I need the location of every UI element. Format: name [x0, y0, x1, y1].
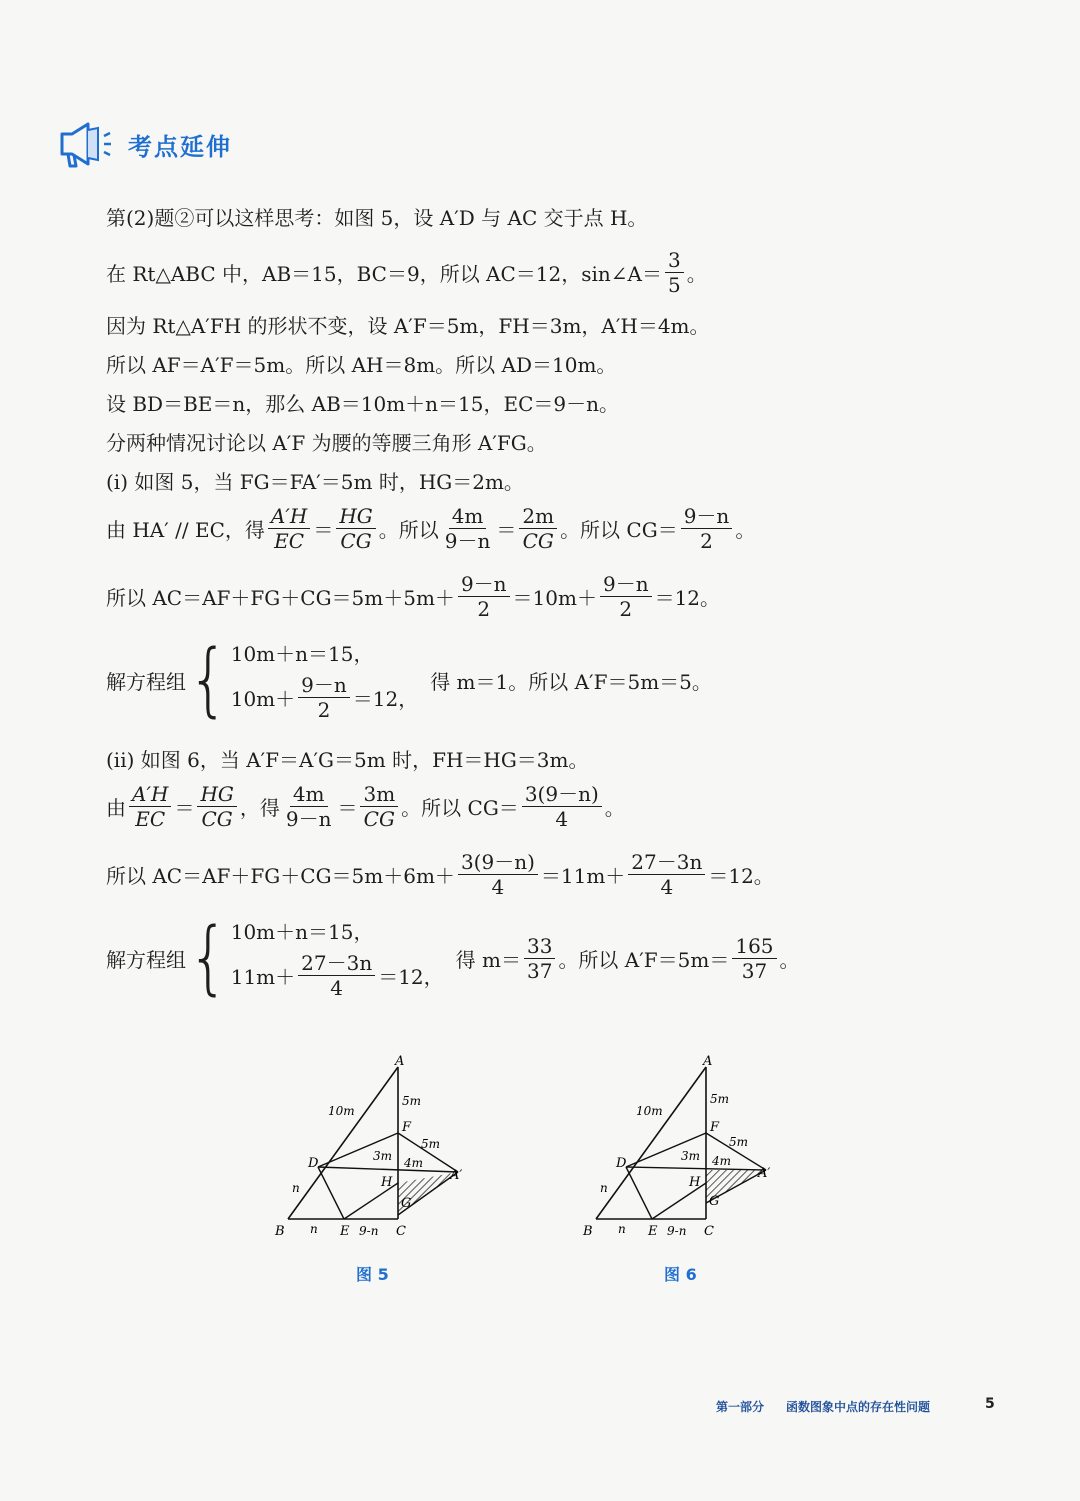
fraction	[524, 934, 555, 983]
text-segment: ＝	[174, 796, 195, 820]
label-ad: 10m	[328, 1104, 355, 1118]
label-hap: 4m	[404, 1156, 424, 1170]
label-D: D	[308, 1156, 319, 1171]
fraction	[283, 782, 335, 831]
text-line: 分两种情况讨论以 A′F 为腰的等腰三角形 A′FG。	[106, 431, 547, 455]
numerator: 27－3n	[298, 951, 375, 976]
label-A: A	[703, 1054, 713, 1069]
footer-chapter: 函数图象中点的存在性问题	[786, 1400, 931, 1414]
text-segment: 在 Rt△ABC 中，AB＝15，BC＝9，所以 AC＝12，sin∠A＝	[106, 262, 662, 286]
label-E: E	[340, 1224, 350, 1239]
text-segment: 11m＋	[230, 965, 296, 989]
label-G: G	[401, 1196, 412, 1211]
text-segment: ＝	[337, 796, 358, 820]
text-segment: ＝12，	[378, 965, 444, 989]
denominator: 9－n	[285, 807, 332, 831]
text-segment: 所以 AC＝AF＋FG＋CG＝5m＋5m＋	[106, 586, 455, 610]
label-fap: 5m	[729, 1135, 749, 1149]
label-B: B	[583, 1224, 593, 1239]
numerator: HG	[197, 782, 236, 807]
label-H: H	[689, 1175, 701, 1190]
fraction	[519, 504, 557, 553]
equation: 10m＋n＝15，	[230, 642, 374, 666]
equation	[231, 673, 418, 722]
text-line	[106, 504, 755, 553]
text-segment: 解方程组	[106, 669, 186, 694]
numerator: 3	[665, 248, 684, 273]
label-G: G	[709, 1194, 720, 1209]
fraction	[298, 673, 350, 722]
denominator: 4	[660, 875, 674, 899]
figure-6	[568, 1045, 798, 1245]
fraction	[458, 572, 510, 621]
label-bd: n	[600, 1181, 608, 1195]
text-segment: ＝10m＋	[512, 586, 597, 610]
text-segment: ＝12。	[708, 864, 774, 888]
denominator: EC	[274, 529, 305, 553]
fraction	[681, 504, 733, 553]
denominator: 4	[555, 807, 569, 831]
equations	[231, 916, 444, 1000]
text-segment: 。	[735, 518, 756, 542]
label-fap: 5m	[421, 1137, 441, 1151]
result	[456, 934, 800, 983]
text-segment: 。	[686, 262, 707, 286]
numerator: 3(9－n)	[458, 850, 538, 875]
label-D: D	[616, 1156, 627, 1171]
fraction	[522, 782, 602, 831]
fraction	[458, 850, 538, 899]
equation-system	[106, 911, 800, 1005]
section-title: 考点延伸	[128, 132, 232, 161]
footer-part: 第一部分	[716, 1400, 765, 1414]
text-line: (ii) 如图 6，当 A′F＝A′G＝5m 时，FH＝HG＝3m。	[106, 748, 589, 772]
numerator: HG	[336, 504, 375, 529]
denominator: 37	[526, 958, 553, 983]
label-fh: 3m	[373, 1149, 393, 1163]
fraction	[600, 572, 652, 621]
numerator: 4m	[290, 782, 328, 807]
label-F: F	[402, 1120, 412, 1135]
numerator: 9－n	[600, 572, 652, 597]
label-fh: 3m	[681, 1149, 701, 1163]
label-be: n	[618, 1222, 626, 1236]
text-segment: 。	[604, 796, 625, 820]
text-line: 设 BD＝BE＝n，那么 AB＝10m＋n＝15，EC＝9－n。	[106, 392, 620, 416]
page-number: 5	[985, 1396, 995, 1412]
text-segment: 得 m＝1。所以 A′F＝5m＝5。	[430, 669, 712, 694]
text-segment: 得 m＝	[455, 947, 521, 972]
fraction	[268, 504, 310, 553]
label-A-prime: A′	[450, 1168, 463, 1183]
label-E: E	[648, 1224, 658, 1239]
fraction	[442, 504, 494, 553]
equations	[231, 638, 418, 722]
fraction	[732, 934, 776, 983]
text-segment: ，得	[239, 796, 280, 820]
denominator: 2	[700, 529, 713, 553]
label-hap: 4m	[712, 1154, 732, 1168]
text-line	[106, 782, 625, 831]
numerator: A′H	[129, 782, 171, 807]
text-line	[106, 850, 774, 899]
figure-5	[260, 1045, 490, 1245]
text-segment: ＝12，	[352, 687, 419, 711]
equation	[231, 951, 444, 1000]
brace: {	[188, 911, 229, 1005]
numerator: 33	[524, 934, 555, 959]
label-B: B	[275, 1224, 285, 1239]
denominator: 2	[477, 597, 491, 621]
denominator: CG	[201, 807, 233, 831]
denominator: 5	[668, 273, 681, 297]
label-ec: 9-n	[667, 1224, 687, 1238]
text-segment: 解方程组	[106, 947, 186, 972]
label-A: A	[395, 1054, 405, 1069]
fraction	[298, 951, 375, 1000]
numerator: A′H	[268, 504, 310, 529]
numerator: 27－3n	[628, 850, 705, 875]
fraction	[336, 504, 375, 553]
numerator: 2m	[519, 504, 557, 529]
label-C: C	[704, 1224, 714, 1239]
denominator: EC	[135, 807, 166, 831]
denominator: 2	[317, 698, 331, 722]
fraction	[665, 248, 684, 297]
label-ec: 9-n	[359, 1224, 379, 1238]
label-ad: 10m	[636, 1104, 663, 1118]
text-segment: 。所以	[378, 518, 439, 542]
text-segment: 。所以 CG＝	[560, 518, 678, 542]
fraction	[628, 850, 705, 899]
label-be: n	[310, 1222, 318, 1236]
numerator: 9－n	[681, 504, 733, 529]
fraction	[197, 782, 236, 831]
numerator: 9－n	[458, 572, 510, 597]
denominator: 4	[491, 875, 505, 899]
numerator: 9－n	[298, 673, 350, 698]
text-segment: 。所以 A′F＝5m＝	[558, 947, 730, 972]
text-line: (i) 如图 5，当 FG＝FA′＝5m 时，HG＝2m。	[106, 470, 524, 494]
text-line	[106, 572, 720, 621]
numerator: 165	[732, 934, 776, 959]
text-segment: ＝12。	[654, 586, 721, 610]
text-segment: 由 HA′ // EC，得	[106, 518, 265, 542]
numerator: 3m	[360, 782, 398, 807]
numerator: 3(9－n)	[522, 782, 602, 807]
label-bd: n	[292, 1181, 300, 1195]
denominator: 4	[330, 976, 344, 1000]
denominator: CG	[363, 807, 395, 831]
numerator: 4m	[449, 504, 487, 529]
denominator: 2	[619, 597, 633, 621]
brace: {	[188, 633, 229, 727]
text-segment: ＝11m＋	[540, 864, 626, 888]
text-segment: 。	[779, 947, 800, 972]
figure-6-caption: 图 6	[664, 1265, 697, 1284]
label-af: 5m	[710, 1092, 730, 1106]
label-H: H	[381, 1175, 393, 1190]
text-segment: ＝	[313, 518, 334, 542]
text-line: 所以 AF＝A′F＝5m。所以 AH＝8m。所以 AD＝10m。	[106, 353, 617, 377]
text-line: 第(2)题②可以这样思考：如图 5，设 A′D 与 AC 交于点 H。	[106, 206, 648, 230]
denominator: CG	[522, 529, 554, 553]
label-C: C	[396, 1224, 406, 1239]
text-segment: 10m＋	[230, 687, 296, 711]
label-F: F	[710, 1120, 720, 1135]
label-af: 5m	[402, 1094, 422, 1108]
text-segment: 所以 AC＝AF＋FG＋CG＝5m＋6m＋	[106, 864, 455, 888]
text-segment: 。所以 CG＝	[401, 796, 519, 820]
fraction	[129, 782, 171, 831]
text-segment: ＝	[496, 518, 517, 542]
equation-system	[106, 633, 712, 727]
denominator: 9－n	[444, 529, 491, 553]
figure-5-caption: 图 5	[356, 1265, 389, 1284]
megaphone-icon	[58, 118, 120, 170]
label-A-prime: A′	[758, 1166, 771, 1181]
equation: 10m＋n＝15，	[230, 920, 374, 944]
section-header	[58, 118, 232, 170]
denominator: CG	[340, 529, 372, 553]
fraction	[360, 782, 398, 831]
text-line: 因为 Rt△A′FH 的形状不变，设 A′F＝5m，FH＝3m，A′H＝4m。	[106, 314, 710, 338]
text-line	[106, 248, 707, 297]
text-segment: 由	[106, 796, 126, 820]
denominator: 37	[741, 958, 768, 983]
